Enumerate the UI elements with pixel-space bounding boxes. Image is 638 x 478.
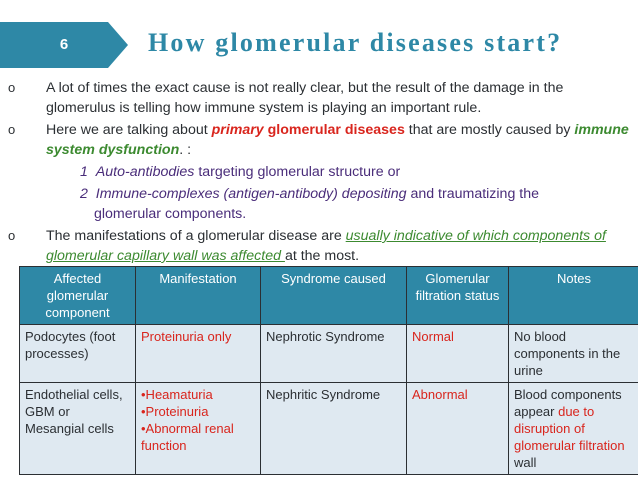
column-header: Syndrome caused: [261, 267, 407, 325]
bullet-marker: o: [8, 228, 16, 243]
sub-item-number: 2: [80, 186, 88, 202]
bullet-marker: o: [8, 122, 16, 137]
sub-item-number: 1: [80, 164, 88, 180]
table-header-row: [20, 267, 638, 325]
table-cell: [509, 383, 638, 475]
table-cell: Nephrotic Syndrome: [261, 325, 407, 383]
text-segment: that are mostly caused by: [404, 122, 575, 138]
primary-emphasis: primary: [211, 122, 264, 138]
note-text: Blood components appear: [514, 387, 622, 419]
text-segment: at the most.: [284, 248, 360, 264]
text-segment: Here we are talking about: [46, 122, 212, 138]
table-cell: Endothelial cells, GBM or Mesangial cells: [20, 383, 136, 475]
slide-number: 6: [59, 36, 69, 53]
table-cell: Proteinuria only: [136, 325, 261, 383]
table-row: [20, 383, 638, 475]
note-emphasis: due to disruption of glomerular filtration: [514, 404, 625, 453]
glomerular-components-table: [19, 266, 638, 475]
sub-item-immune-complexes: [80, 184, 630, 204]
bullet-text: A lot of times the exact cause is not really clear, but the result of the damage in the glomerulus is telling how immune system is playing an important rule.: [46, 80, 564, 116]
table-cell: Nephritic Syndrome: [261, 383, 407, 475]
sub-item-auto-antibodies: [80, 162, 630, 182]
column-header: Glomerular filtration status: [407, 267, 509, 325]
column-header: Affected glomerular component: [20, 267, 136, 325]
sub-item-emphasis: Immune-complexes (antigen-antibody) depositing: [95, 186, 407, 202]
slide-title: How glomerular diseases start?: [148, 28, 563, 57]
text-segment: The manifestations of a glomerular disease are: [46, 228, 346, 244]
manifestation-item: •Proteinuria: [141, 404, 209, 419]
glomerular-diseases-emphasis: glomerular diseases: [267, 122, 405, 138]
table-cell: No blood components in the urine: [509, 325, 638, 383]
sub-item-emphasis: Auto-antibodies: [95, 164, 195, 180]
bullet-marker: o: [8, 80, 16, 95]
sub-item-text: targeting glomerular structure or: [194, 164, 401, 180]
indicative-emphasis: usually indicative of which components of glomerular capillary wall was affected: [46, 228, 606, 264]
immune-dysfunction-emphasis: immune system dysfunction: [46, 122, 629, 158]
column-header: Manifestation: [136, 267, 261, 325]
text-segment: . :: [179, 142, 192, 158]
table-row: [20, 325, 638, 383]
note-text: wall: [514, 455, 537, 470]
bullet-text: [46, 120, 636, 160]
manifestation-item: •Abnormal renal function: [141, 421, 234, 453]
bullet-text: [46, 226, 636, 266]
table-cell: [136, 383, 261, 475]
sub-item-continuation: glomerular components.: [94, 206, 247, 222]
table-cell: Normal: [407, 325, 509, 383]
column-header: Notes: [509, 267, 638, 325]
table-cell: Abnormal: [407, 383, 509, 475]
table-cell: Podocytes (foot processes): [20, 325, 136, 383]
manifestation-item: •Heamaturia: [141, 387, 213, 402]
sub-item-text: and traumatizing the: [406, 186, 539, 202]
